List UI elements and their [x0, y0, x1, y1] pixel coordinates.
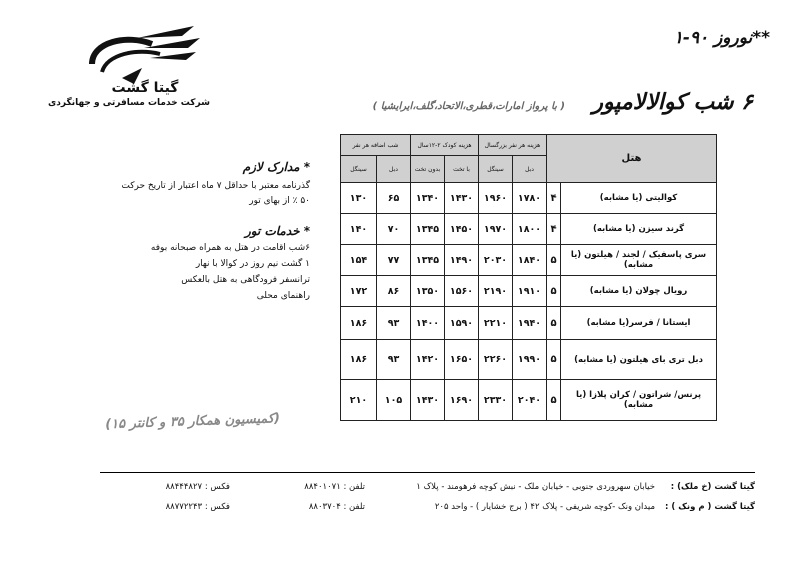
table-row: [341, 340, 717, 380]
hotel-name: رویال چولان (یا مشابه): [561, 276, 717, 307]
price-cell: ۱۹۴۰: [513, 307, 547, 340]
price-cell: ۱۶۵۰: [445, 340, 479, 380]
table-row: [341, 183, 717, 214]
price-cell: ۱۳۰: [341, 183, 377, 214]
hotel-name: گرند سیزن (یا مشابه): [561, 214, 717, 245]
hotel-star: ۵: [547, 276, 561, 307]
price-cell: ۲۱۹۰: [479, 276, 513, 307]
price-cell: ۱۳۴۵: [411, 214, 445, 245]
group-header-child: هزینه کودک ۲-۱۲سال: [411, 135, 479, 156]
hotel-header: هتل: [547, 135, 717, 183]
hotel-star: ۴: [547, 183, 561, 214]
price-cell: ۸۶: [377, 276, 411, 307]
commission-note: (کمیسیون همکار ۳۵ و کانتر ۱۵): [104, 411, 281, 433]
price-cell: ۲۰۳۰: [479, 245, 513, 276]
price-cell: ۱۵۴: [341, 245, 377, 276]
price-cell: ۶۵: [377, 183, 411, 214]
price-cell: ۱۸۶: [341, 307, 377, 340]
price-table: [340, 134, 716, 418]
price-cell: ۱۹۷۰: [479, 214, 513, 245]
price-cell: ۱۴۲۰: [411, 340, 445, 380]
table-row: [341, 214, 717, 245]
subheader: دبل: [513, 156, 547, 183]
hotel-star: ۵: [547, 340, 561, 380]
office-address: میدان ونک -کوچه شریفی - پلاک ۴۲ ( برج خشایار ) - واحد ۲۰۵: [434, 502, 655, 512]
table-row: [341, 380, 717, 421]
office-name: گیتا گشت ( م ونک ) :: [665, 502, 755, 512]
services-line: ۶شب اقامت در هتل به همراه صبحانه بوفه: [150, 243, 310, 253]
table-row: [341, 245, 717, 276]
price-cell: ۷۰: [377, 214, 411, 245]
price-cell: ۱۴۰۰: [411, 307, 445, 340]
table-row: [341, 307, 717, 340]
price-cell: ۲۲۶۰: [479, 340, 513, 380]
hotel-name: پرنس/ شراتون / کران پلازا (یا مشابه): [561, 380, 717, 421]
price-cell: ۱۶۹۰: [445, 380, 479, 421]
price-cell: ۱۹۹۰: [513, 340, 547, 380]
hotel-name: دبل تری بای هیلتون (یا مشابه): [561, 340, 717, 380]
office-phone: تلفن : ۸۸۴۰۱۰۷۱: [304, 482, 365, 492]
price-cell: ۱۹۶۰: [479, 183, 513, 214]
group-header-extra-night: شب اضافه هر نفر: [341, 135, 411, 156]
price-cell: ۷۷: [377, 245, 411, 276]
price-cell: ۱۵۹۰: [445, 307, 479, 340]
brand-subtitle: شرکت خدمات مسافرتی و جهانگردی: [48, 98, 210, 108]
table-row: [341, 276, 717, 307]
price-cell: ۱۳۵۰: [411, 276, 445, 307]
price-cell: ۲۲۱۰: [479, 307, 513, 340]
page-subtitle: ( با پرواز امارات،قطری،الاتحاد،گلف،ایرایشیا ): [372, 101, 565, 112]
hotel-name: سری پاسفیک / لجند / هیلتون (یا مشابه): [561, 245, 717, 276]
price-cell: ۱۴۵۰: [445, 214, 479, 245]
office-address: خیابان سهروردی جنوبی - خیابان ملک - نبش کوچه فرهومند - پلاک ۱: [416, 482, 655, 492]
price-cell: ۱۷۲: [341, 276, 377, 307]
price-cell: ۲۳۳۰: [479, 380, 513, 421]
office-fax: فکس : ۸۸۴۴۴۸۲۷: [165, 482, 230, 492]
hotel-name: کوالیتی (یا مشابه): [561, 183, 717, 214]
page-title: ۶ شب کوالالامپور: [592, 90, 753, 115]
price-cell: ۱۸۴۰: [513, 245, 547, 276]
hotel-star: ۴: [547, 214, 561, 245]
price-cell: ۲۰۴۰: [513, 380, 547, 421]
price-cell: ۹۳: [377, 307, 411, 340]
services-title: * خدمات تور: [244, 224, 310, 238]
price-cell: ۱۳۴۵: [411, 245, 445, 276]
price-cell: ۹۳: [377, 340, 411, 380]
subheader: سینگل: [479, 156, 513, 183]
docs-line: ۵۰ ٪ از بهای تور: [249, 196, 310, 206]
group-header-adult: هزینه هر نفر بزرگسال: [479, 135, 547, 156]
hotel-star: ۵: [547, 245, 561, 276]
office-phone: تلفن : ۸۸۰۳۷۰۴: [308, 502, 365, 512]
office-name: گیتا گشت (خ ملک) :: [670, 482, 755, 492]
price-cell: ۱۴۳۰: [411, 380, 445, 421]
price-cell: ۱۵۶۰: [445, 276, 479, 307]
footer-divider: [100, 472, 755, 473]
price-cell: ۱۰۵: [377, 380, 411, 421]
price-cell: ۱۸۰۰: [513, 214, 547, 245]
price-cell: ۱۳۴۰: [411, 183, 445, 214]
docs-line: گذرنامه معتبر با حداقل ۷ ماه اعتبار از تاریخ حرکت: [121, 181, 310, 191]
price-cell: ۱۴۳۰: [445, 183, 479, 214]
hotel-star: ۵: [547, 380, 561, 421]
promo-title: **نوروز ۹۰-۱: [673, 28, 770, 48]
price-cell: ۱۷۸۰: [513, 183, 547, 214]
brand-name: گیتا گشت: [111, 80, 179, 96]
hotel-name: ایستانا / فرسر(یا مشابه): [561, 307, 717, 340]
price-cell: ۱۸۶: [341, 340, 377, 380]
services-line: راهنمای محلی: [256, 291, 310, 301]
hotel-star: ۵: [547, 307, 561, 340]
price-cell: ۱۹۱۰: [513, 276, 547, 307]
services-line: ۱ گشت نیم روز در کوالا با نهار: [195, 259, 310, 269]
subheader: با تخت: [445, 156, 479, 183]
docs-title: * مدارک لازم: [242, 160, 310, 174]
price-cell: ۲۱۰: [341, 380, 377, 421]
services-line: ترانسفر فرودگاهی به هتل بالعکس: [181, 275, 310, 285]
subheader: بدون تخت: [411, 156, 445, 183]
price-cell: ۱۴۹۰: [445, 245, 479, 276]
subheader: دبل: [377, 156, 411, 183]
subheader: سینگل: [341, 156, 377, 183]
price-cell: ۱۴۰: [341, 214, 377, 245]
office-fax: فکس : ۸۸۷۷۲۲۴۳: [165, 502, 230, 512]
